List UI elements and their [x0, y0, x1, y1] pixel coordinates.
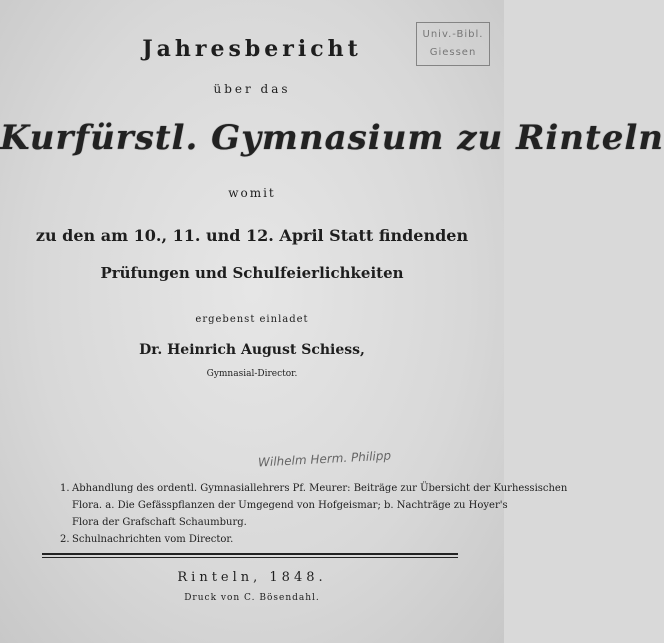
printer-line: Druck von C. Bösendahl.	[184, 593, 320, 603]
womit-text: womit	[228, 186, 276, 200]
author-role: Gymnasial-Director.	[206, 369, 298, 379]
report-subheading: über das	[213, 82, 291, 96]
contents-item-1-line-2: Flora. a. Die Gefässpflanzen der Umgegend von Hofgeismar; b. Nachträge zu Hoyer's	[72, 500, 508, 511]
handwritten-note: Wilhelm Herm. Philipp	[257, 448, 392, 470]
contents-item-2-number: 2.	[60, 534, 70, 545]
divider-rule-thin	[42, 557, 458, 558]
invitation-text: ergebenst einladet	[195, 314, 309, 325]
contents-item-2	[60, 531, 460, 548]
school-name: Kurfürstl. Gymnasium zu Rinteln	[0, 118, 664, 158]
divider-rule-thick	[42, 553, 458, 555]
contents-item-2-line-1: Schulnachrichten vom Director.	[72, 534, 234, 545]
author-name: Dr. Heinrich August Schiess,	[139, 342, 365, 358]
exam-dates: zu den am 10., 11. und 12. April Statt findenden	[35, 226, 469, 245]
report-heading: Jahresbericht	[142, 36, 362, 62]
stamp-line-2: Giessen	[429, 47, 477, 58]
table-of-contents	[60, 480, 568, 548]
contents-item-1-line-1: Abhandlung des ordentl. Gymnasiallehrers Pf. Meurer: Beiträge zur Übersicht der Kurhessischen	[72, 483, 568, 494]
place-and-year: Rinteln, 1848.	[177, 570, 327, 585]
contents-item-1-number: 1.	[60, 483, 70, 494]
contents-item-1-line-3: Flora der Grafschaft Schaumburg.	[72, 517, 247, 528]
exams-title: Prüfungen und Schulfeierlichkeiten	[100, 264, 404, 282]
stamp-line-1: Univ.-Bibl.	[422, 29, 484, 40]
contents-item-1	[60, 480, 568, 497]
